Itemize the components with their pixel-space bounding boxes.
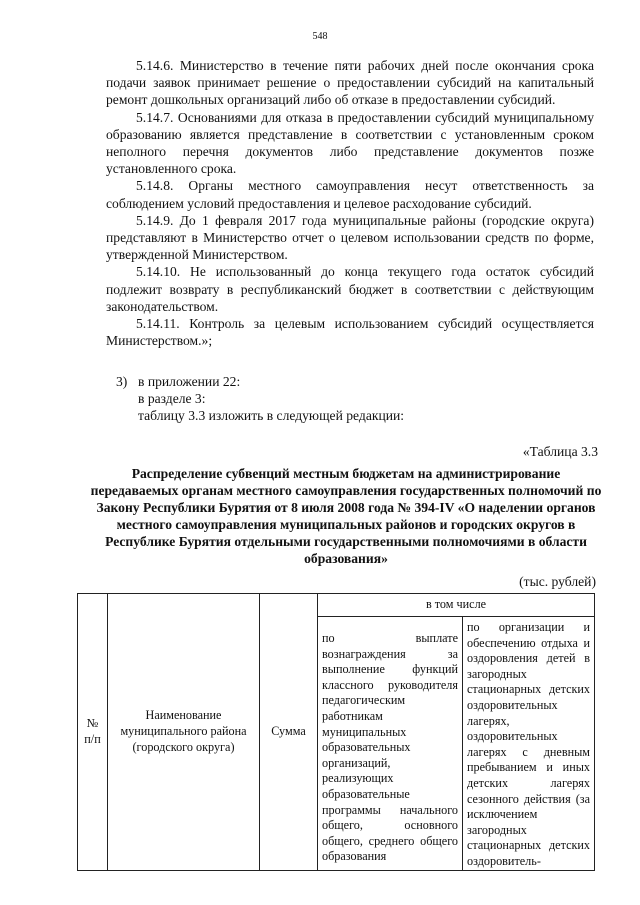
subvention-table	[77, 593, 595, 871]
header-name: Наименование муниципального района (городского округа)	[108, 594, 260, 871]
header-including: в том числе	[318, 594, 595, 617]
body-text	[106, 57, 594, 349]
page-number: 548	[312, 31, 328, 42]
item-number: 3)	[116, 374, 128, 389]
item-line-2: в разделе 3:	[138, 391, 206, 407]
header-children-recreation: по организации и обеспечению отдыха и оздоровления детей в загородных стационарных детских оздоровительных лагерях, оздоровительных лагерях с дневным пребыванием и иных детских лагерях сезонного действия (за исключением загородных стационарных детских оздоровитель-	[463, 617, 595, 871]
amendment-item-3	[116, 373, 404, 425]
table-title: Распределение субвенций местным бюджетам на администрирование передаваемых органам местного самоуправления государственных полномочий по Закону Республики Бурятия от 8 июля 2008 года № 394-IV «О наделении органов местного самоуправления муниципальных районов и городских округов в Республике Бурятия отдельными государственными полномочиями в области образования»	[90, 466, 602, 566]
header-class-teacher-payment: по выплате вознаграждения за выполнение функций классного руководителя педагогическим работникам муниципальных образовательных организаций, реализующих образовательные программы начального общего, основного общего, среднего общего образования	[318, 617, 463, 871]
paragraph-5-14-6: 5.14.6. Министерство в течение пяти рабочих дней после окончания срока подачи заявок принимает решение о предоставлении субсидий на капитальный ремонт дошкольных организаций либо об отказе в предоставлении субсидий.	[106, 58, 594, 108]
header-number: № п/п	[78, 594, 108, 871]
item-line-1: в приложении 22:	[138, 374, 241, 389]
paragraph-5-14-8: 5.14.8. Органы местного самоуправления несут ответственность за соблюдением условий предоставления и целевое расходование субсидий.	[106, 178, 594, 211]
paragraph-5-14-7: 5.14.7. Основаниями для отказа в предоставлении субсидий муниципальному образованию является представление в соответствии с установленным сроком неполного перечня документов либо представление документов позже установленного срока.	[106, 109, 594, 177]
item-line-3: таблицу 3.3 изложить в следующей редакции:	[138, 408, 405, 424]
paragraph-5-14-9: 5.14.9. До 1 февраля 2017 года муниципальные районы (городские округа) представляют в Министерство отчет о целевом использовании средств по форме, утвержденной Министерством.	[106, 212, 594, 263]
paragraph-5-14-11: 5.14.11. Контроль за целевым использованием субсидий осуществляется Министерством.»;	[106, 316, 594, 349]
table-label: «Таблица 3.3	[522, 444, 598, 459]
paragraph-5-14-10: 5.14.10. Не использованный до конца текущего года остаток субсидий подлежит возврату в республиканский бюджет в соответствии с действующим законодательством.	[106, 264, 594, 314]
units-label: (тыс. рублей)	[519, 574, 596, 589]
header-sum: Сумма	[260, 594, 318, 871]
